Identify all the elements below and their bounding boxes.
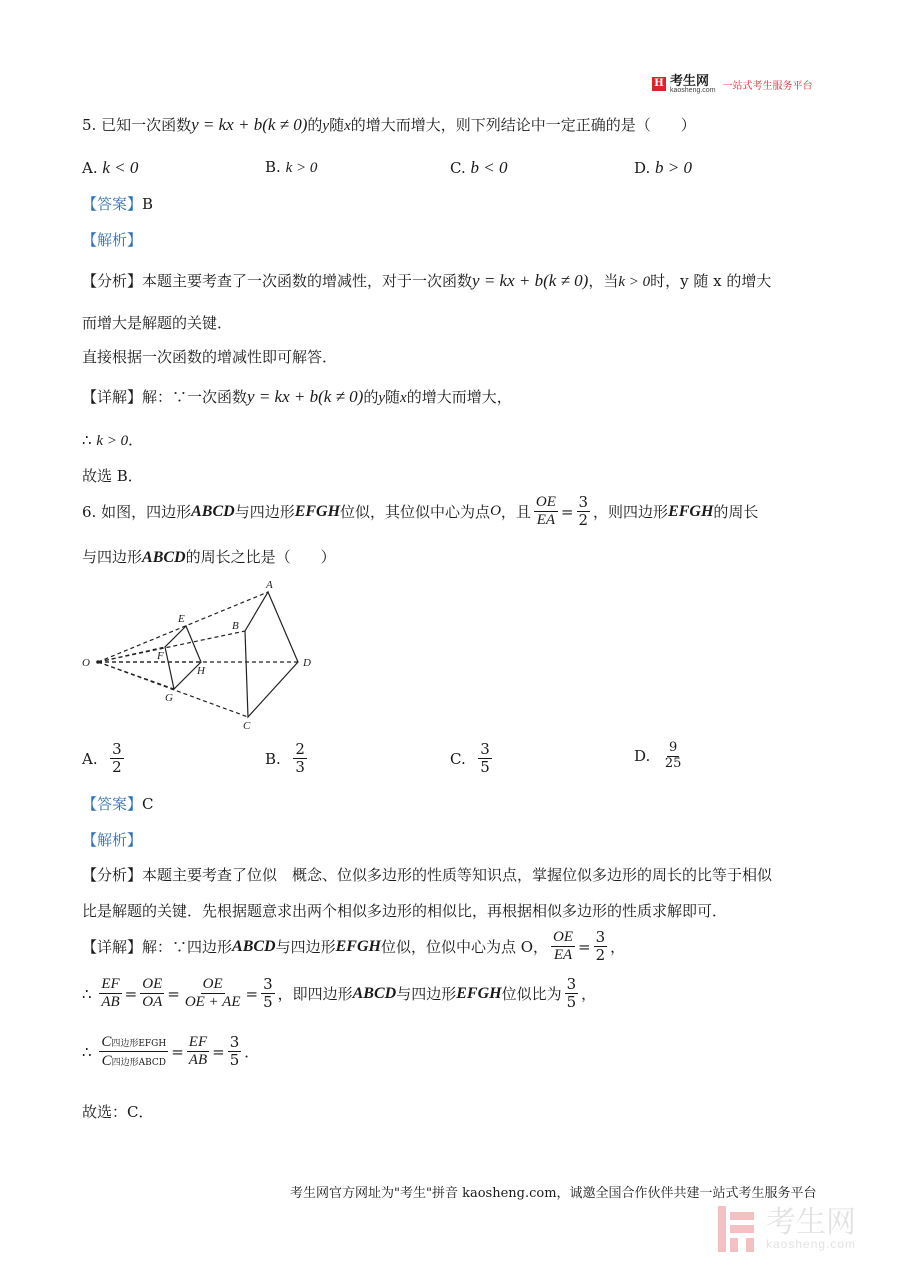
watermark-en: kaosheng.com (766, 1237, 857, 1251)
label-A: A (266, 579, 273, 591)
q6-stem-line1: 6. 如图，四边形 ABCD 与四边形 EFGH 位似，其位似中心为点 O ，且 $\frac{OE}{EA}$ = $\frac{3}{2}$ ，则四边形 EFGH 的周长 (82, 493, 759, 530)
q6-analysis-tag: 【解析】 (82, 831, 143, 849)
q5-option-c: C. b < 0 (450, 158, 508, 177)
logo-icon: H (652, 77, 666, 91)
line-OG (98, 662, 174, 689)
q6-option-a: A. $\frac{3}{2}$ (82, 740, 122, 777)
q6-fenxi-line2: 比是解题的关键．先根据题意求出两个相似多边形的相似比，再根据相似多边形的性质求解即可． (82, 902, 728, 920)
q5-choose: 故选 B． (82, 467, 143, 485)
logo-cn: 考生网 (670, 73, 710, 88)
footer-text: 考生网官方网址为"考生"拼音 kaosheng.com，诚邀全国合作伙伴共建一站式考生服务平台 (290, 1186, 817, 1201)
label-B: B (232, 620, 239, 632)
label-D: D (303, 657, 311, 669)
label-O: O (82, 657, 90, 669)
q5-fenxi-line3: 直接根据一次函数的增减性即可解答． (82, 348, 338, 366)
q5-fenxi-line1: 【分析】本题主要考查了一次函数的增减性，对于一次函数y = kx + b(k ≠ 0)，当k > 0时，y 随 x 的增大 (82, 271, 772, 290)
q6-detail-line1: 【详解】 解：∵四边形 ABCD 与四边形 EFGH 位似，位似中心为点 O， $\frac{OE}{EA}$ = $\frac{3}{2}$ ， (82, 928, 626, 965)
q6-answer: 【答案】C (82, 795, 154, 813)
watermark (716, 1204, 856, 1254)
q5-option-b: B. k > 0 (265, 158, 318, 176)
q5-fenxi-line2: 而增大是解题的关键． (82, 314, 233, 332)
label-H: H (197, 665, 205, 677)
q5-detail-result: ∴ k > 0． (82, 431, 144, 449)
watermark-logo-icon (716, 1204, 760, 1254)
quad-ABCD (245, 592, 298, 717)
line-OA (98, 592, 268, 662)
header-logo (652, 74, 813, 94)
label-C: C (243, 720, 251, 732)
q6-stem-line2: 与四边形ABCD的周长之比是（ ） (82, 548, 336, 566)
q6-option-c: C. $\frac{3}{5}$ (450, 740, 490, 777)
q5-option-d: D. b > 0 (634, 158, 693, 177)
q6-detail-line3: ∴ $\frac{\text{C四边形EFGH}}{\text{C四边形ABCD}}$ = $\frac{EF}{AB}$ = $\frac{3}{5}$ ． (82, 1033, 260, 1070)
q6-choose: 故选：C． (82, 1103, 154, 1121)
q6-option-d: D. $\frac{9}{25}$ (634, 740, 682, 771)
label-G: G (165, 692, 173, 704)
label-F: F (157, 650, 164, 662)
q5-detail-line1: 【详解】解：∵一次函数y = kx + b(k ≠ 0)的y随x的增大而增大， (82, 387, 512, 406)
q6-figure (80, 575, 330, 735)
line-OF (98, 647, 165, 662)
label-E: E (178, 613, 185, 625)
watermark-cn: 考生网 (766, 1206, 856, 1239)
edge-BD (245, 631, 298, 662)
q6-fenxi-line1: 【分析】本题主要考查了位似 概念、位似多边形的性质等知识点，掌握位似多边形的周长的比等于相似 (82, 866, 773, 884)
q5-analysis-tag: 【解析】 (82, 231, 143, 249)
quad-EFGH (165, 626, 201, 689)
q5-option-a: A. k < 0 (82, 158, 139, 177)
logo-slogan: 一站式考生服务平台 (722, 80, 813, 92)
logo-en: kaosheng.com (670, 87, 716, 94)
q6-detail-line2: ∴ $\frac{EF}{AB}$ = $\frac{OE}{OA}$ = $\frac{OE}{OE + AE}$ = $\frac{3}{5}$ ，即四边形 ABCD 与四边形 EFGH 位似比为 $\frac{3}{5}$ ， (82, 975, 597, 1012)
point-O (96, 660, 100, 664)
q6-option-b: B. $\frac{2}{3}$ (265, 740, 305, 777)
q5-answer: 【答案】B (82, 195, 154, 213)
q5-stem: 5. 已知一次函数y = kx + b(k ≠ 0)的y随x的增大而增大，则下列结论中一定正确的是（ ） (82, 115, 696, 134)
